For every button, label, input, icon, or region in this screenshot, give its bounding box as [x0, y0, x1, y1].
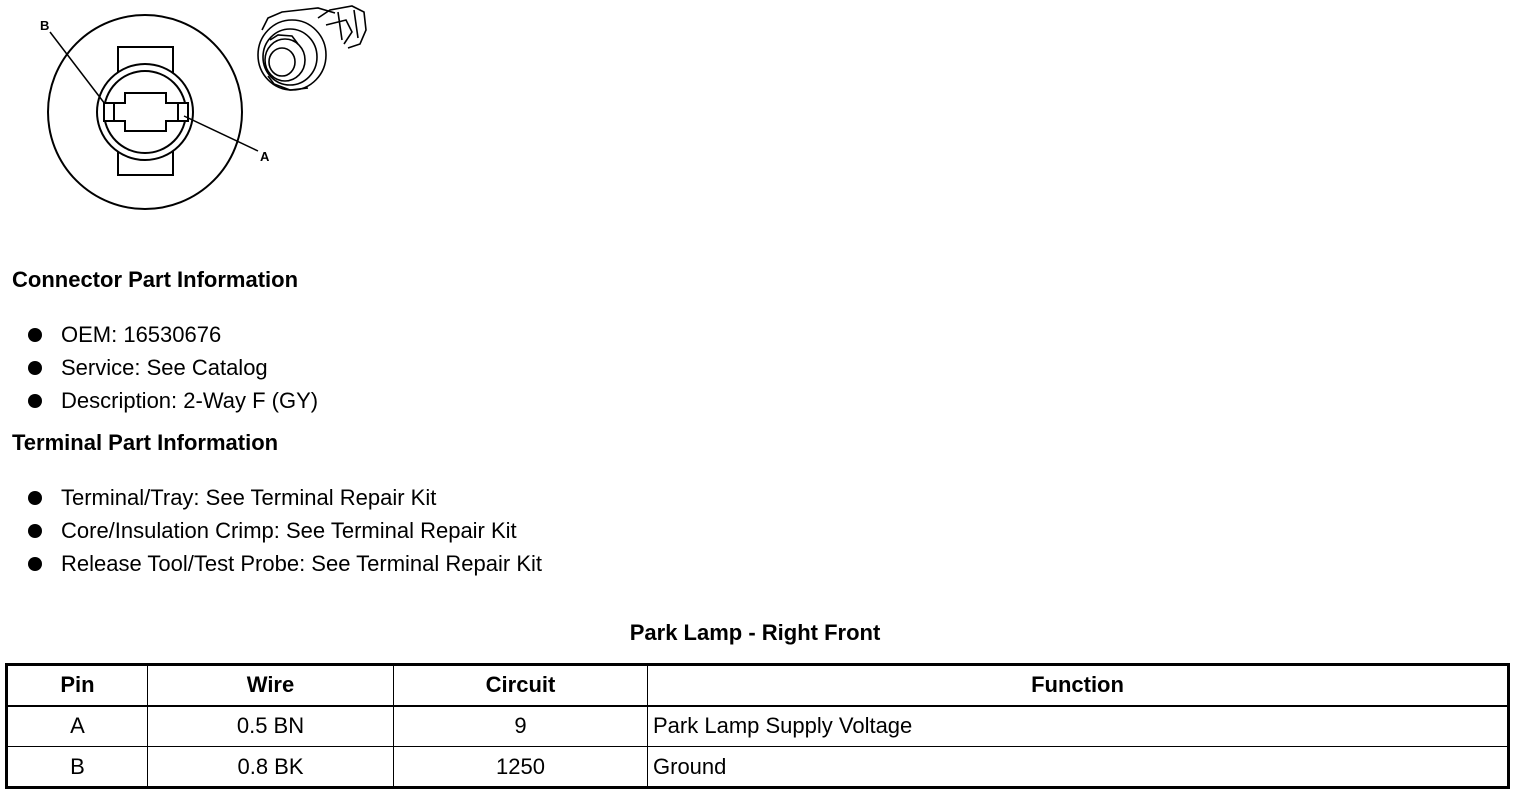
table-row [7, 706, 1509, 747]
connector-face-diagram [0, 0, 400, 220]
terminal-info-crimp: Core/Insulation Crimp: See Terminal Repair Kit [61, 518, 517, 543]
table-row [7, 747, 1509, 788]
pin-cell: A [7, 706, 148, 747]
column-header-circuit: Circuit [394, 665, 648, 706]
pin-table-title: Park Lamp - Right Front [629, 620, 881, 645]
wire-cell: 0.8 BK [148, 747, 394, 788]
pin-table [5, 663, 1510, 789]
callout-label-a: A [260, 149, 270, 164]
terminal-info-tray: Terminal/Tray: See Terminal Repair Kit [61, 485, 437, 510]
column-header-pin: Pin [7, 665, 148, 706]
bullet-icon [28, 361, 42, 375]
callout-label-b: B [40, 18, 50, 33]
connector-info-item [28, 387, 318, 420]
table-header-row [7, 665, 1509, 706]
connector-info-item [28, 321, 318, 354]
pin-cell: B [7, 747, 148, 788]
terminal-info-release-tool: Release Tool/Test Probe: See Terminal Repair Kit [61, 551, 542, 576]
connector-info-oem: OEM: 16530676 [61, 322, 222, 347]
connector-info-list [28, 321, 318, 420]
bullet-icon [28, 328, 42, 342]
connector-info-item [28, 354, 318, 387]
connector-info-heading: Connector Part Information [12, 267, 299, 292]
connector-info-description: Description: 2-Way F (GY) [61, 388, 319, 413]
column-header-wire: Wire [148, 665, 394, 706]
column-header-function: Function [648, 665, 1509, 706]
connector-info-service: Service: See Catalog [61, 355, 268, 380]
terminal-info-heading: Terminal Part Information [12, 430, 279, 455]
bullet-icon [28, 394, 42, 408]
bullet-icon [28, 557, 42, 571]
terminal-info-item [28, 517, 542, 550]
terminal-info-item [28, 484, 542, 517]
circuit-cell: 9 [394, 706, 648, 747]
wire-cell: 0.5 BN [148, 706, 394, 747]
bullet-icon [28, 491, 42, 505]
bullet-icon [28, 524, 42, 538]
terminal-info-item [28, 550, 542, 583]
circuit-cell: 1250 [394, 747, 648, 788]
terminal-info-list [28, 484, 542, 583]
function-cell: Park Lamp Supply Voltage [648, 706, 1509, 747]
function-cell: Ground [648, 747, 1509, 788]
